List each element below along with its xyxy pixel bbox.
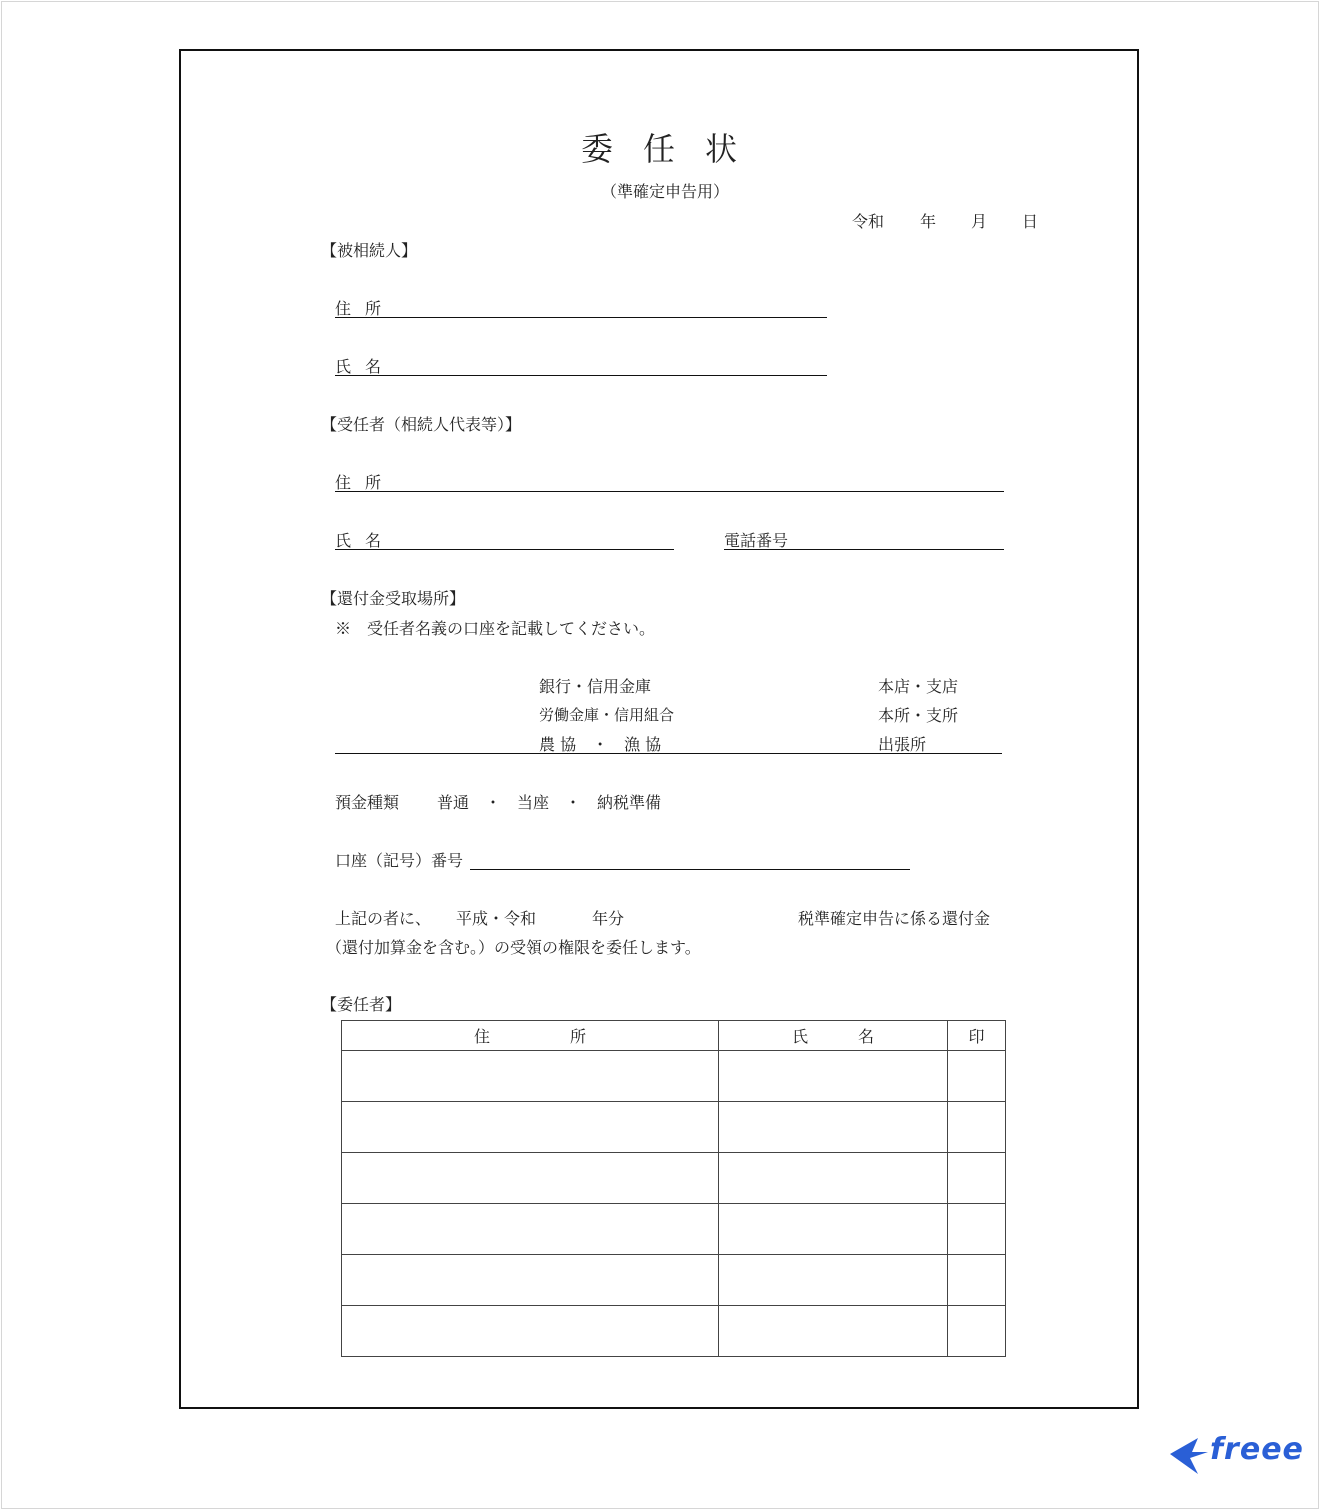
bank-name-field[interactable]	[335, 753, 1002, 754]
seal-cell[interactable]	[948, 1051, 1006, 1102]
name-cell[interactable]	[719, 1102, 948, 1153]
agent-address-field[interactable]	[335, 491, 1004, 492]
address-cell[interactable]	[342, 1204, 719, 1255]
table-row	[342, 1051, 1006, 1102]
deposit-type-options: 普通 ・ 当座 ・ 納税準備	[437, 793, 662, 812]
institution-option-agri: 農 協 ・ 漁 協	[539, 735, 662, 754]
refund-note: ※ 受任者名義の口座を記載してください。	[335, 619, 656, 638]
column-header-name	[719, 1021, 948, 1051]
column-header-address-text: 住所	[473, 1027, 666, 1046]
agent-phone-field[interactable]	[724, 549, 1004, 550]
name-cell[interactable]	[719, 1153, 948, 1204]
statement-line2: （還付加算金を含む。）の受領の権限を委任します。	[326, 938, 701, 957]
statement-line1-end: 税準確定申告に係る還付金	[798, 909, 991, 928]
principals-heading: 【委任者】	[321, 995, 402, 1014]
agent-phone-label: 電話番号	[724, 531, 789, 550]
decedent-address-field[interactable]	[335, 317, 827, 318]
account-number-field[interactable]	[470, 869, 910, 870]
date-year-label: 年	[920, 212, 937, 231]
name-cell[interactable]	[719, 1255, 948, 1306]
address-cell[interactable]	[342, 1102, 719, 1153]
decedent-name-label: 氏名	[335, 357, 396, 376]
branch-option-main: 本店・支店	[878, 677, 959, 696]
statement-era: 平成・令和	[456, 909, 537, 928]
decedent-name-field[interactable]	[335, 375, 827, 376]
refund-heading: 【還付金受取場所】	[321, 589, 466, 608]
decedent-heading: 【被相続人】	[321, 241, 418, 260]
table-row	[342, 1306, 1006, 1357]
statement-year: 年分	[592, 909, 625, 928]
agent-name-label: 氏名	[335, 531, 396, 550]
column-header-name-text: 氏名	[791, 1027, 924, 1046]
table-header-row	[342, 1021, 1006, 1051]
column-header-seal	[948, 1021, 1006, 1051]
date-month-label: 月	[971, 212, 988, 231]
institution-option-bank: 銀行・信用金庫	[539, 677, 652, 696]
statement-line1-start: 上記の者に、	[335, 909, 432, 928]
name-cell[interactable]	[719, 1306, 948, 1357]
table-row	[342, 1102, 1006, 1153]
seal-cell[interactable]	[948, 1255, 1006, 1306]
seal-cell[interactable]	[948, 1306, 1006, 1357]
agent-heading: 【受任者（相続人代表等）】	[321, 415, 522, 434]
seal-cell[interactable]	[948, 1102, 1006, 1153]
address-cell[interactable]	[342, 1051, 719, 1102]
seal-cell[interactable]	[948, 1204, 1006, 1255]
agent-name-field[interactable]	[335, 549, 674, 550]
decedent-address-label: 住所	[335, 299, 396, 318]
address-cell[interactable]	[342, 1153, 719, 1204]
table-row	[342, 1255, 1006, 1306]
table-row	[342, 1153, 1006, 1204]
agent-address-label: 住所	[335, 473, 396, 492]
document-title: 委任状	[581, 130, 768, 168]
account-number-label: 口座（記号）番号	[335, 851, 464, 870]
institution-option-labor: 労働金庫・信用組合	[539, 706, 675, 724]
principals-table	[341, 1020, 1006, 1357]
name-cell[interactable]	[719, 1204, 948, 1255]
deposit-type-label: 預金種類	[335, 793, 400, 812]
seal-cell[interactable]	[948, 1153, 1006, 1204]
power-of-attorney-form	[179, 49, 1139, 1409]
freee-logo-text: freee	[1210, 1432, 1304, 1467]
column-header-seal-text: 印	[968, 1027, 985, 1046]
address-cell[interactable]	[342, 1255, 719, 1306]
name-cell[interactable]	[719, 1051, 948, 1102]
branch-option-outpost: 出張所	[878, 735, 927, 754]
table-row	[342, 1204, 1006, 1255]
document-subtitle: （準確定申告用）	[601, 182, 730, 201]
date-era: 令和	[852, 212, 885, 231]
column-header-address	[342, 1021, 719, 1051]
date-day-label: 日	[1022, 212, 1039, 231]
branch-option-office: 本所・支所	[878, 706, 959, 725]
address-cell[interactable]	[342, 1306, 719, 1357]
